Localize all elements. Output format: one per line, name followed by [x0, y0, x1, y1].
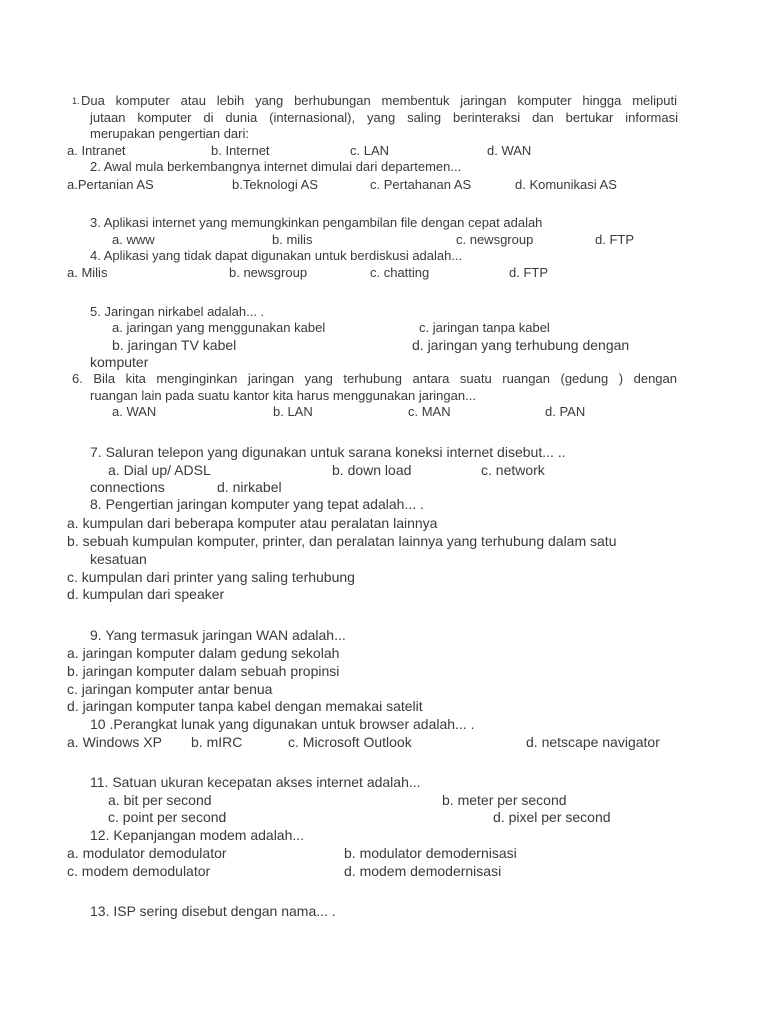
q4-question: 4. Aplikasi yang tidak dapat digunakan untuk berdiskusi adalah...	[90, 248, 463, 263]
q2-option-b: b.Teknologi AS	[232, 177, 319, 192]
q2-option-d: d. Komunikasi AS	[515, 177, 617, 192]
q1-line2: jutaan komputer di dunia (internasional), yang saling berinteraksi dan bertukar informasi	[90, 110, 678, 125]
q7-question: 7. Saluran telepon yang digunakan untuk sarana koneksi internet disebut... ..	[90, 444, 566, 460]
q11-option-d: d. pixel per second	[493, 809, 611, 825]
q11-question: 11. Satuan ukuran kecepatan akses internet adalah...	[90, 774, 421, 790]
q6-line1: 6. Bila kita menginginkan jaringan yang terhubung antara suatu ruangan (gedung ) dengan	[72, 371, 677, 386]
q6-line2: ruangan lain pada suatu kantor kita harus menggunakan jaringan...	[90, 388, 476, 403]
q9-option-b: b. jaringan komputer dalam sebuah propinsi	[67, 663, 340, 679]
q2-option-a: a.Pertanian AS	[67, 177, 154, 192]
q8-option-d: d. kumpulan dari speaker	[67, 586, 225, 602]
q5-question: 5. Jaringan nirkabel adalah... .	[90, 304, 265, 319]
q12-option-a: a. modulator demodulator	[67, 845, 227, 861]
q2-question: 2. Awal mula berkembangnya internet dimulai dari departemen...	[90, 159, 462, 174]
q7-option-a: a. Dial up/ ADSL	[108, 462, 211, 478]
q5-option-d: d. jaringan yang terhubung dengan	[412, 337, 630, 353]
q12-option-d: d. modem demodernisasi	[344, 863, 502, 879]
q4-option-a: a. Milis	[67, 265, 108, 280]
q12-option-c: c. modem demodulator	[67, 863, 211, 879]
q3-option-d: d. FTP	[595, 232, 635, 247]
q11-option-b: b. meter per second	[442, 792, 567, 808]
q5-option-c: c. jaringan tanpa kabel	[419, 320, 550, 335]
q11-option-c: c. point per second	[108, 809, 227, 825]
q3-option-b: b. milis	[272, 232, 313, 247]
q7-option-c: c. network	[481, 462, 545, 478]
q8-option-c: c. kumpulan dari printer yang saling terhubung	[67, 569, 355, 585]
q9-option-d: d. jaringan komputer tanpa kabel dengan memakai satelit	[67, 698, 423, 714]
q8-option-a: a. kumpulan dari beberapa komputer atau peralatan lainnya	[67, 515, 438, 531]
q7-option-d: d. nirkabel	[217, 479, 282, 495]
q10-option-c: c. Microsoft Outlook	[288, 734, 412, 750]
q5-option-d-continuation: komputer	[90, 354, 149, 370]
q12-option-b: b. modulator demodernisasi	[344, 845, 517, 861]
q10-question: 10 .Perangkat lunak yang digunakan untuk browser adalah... .	[90, 716, 475, 732]
q1-line3: merupakan pengertian dari:	[90, 126, 249, 141]
q3-option-a: a. www	[112, 232, 155, 247]
q3-option-c: c. newsgroup	[456, 232, 534, 247]
q6-option-b: b. LAN	[273, 404, 313, 419]
q12-question: 12. Kepanjangan modem adalah...	[90, 827, 305, 843]
q13-question: 13. ISP sering disebut dengan nama... .	[90, 903, 336, 919]
q8-option-b-continuation: kesatuan	[90, 551, 147, 567]
q9-option-a: a. jaringan komputer dalam gedung sekolah	[67, 645, 340, 661]
q9-question: 9. Yang termasuk jaringan WAN adalah...	[90, 627, 346, 643]
q1-option-d: d. WAN	[487, 143, 532, 158]
q3-question: 3. Aplikasi internet yang memungkinkan pengambilan file dengan cepat adalah	[90, 215, 543, 230]
q9-option-c: c. jaringan komputer antar benua	[67, 681, 273, 697]
q10-option-b: b. mIRC	[191, 734, 243, 750]
q2-option-c: c. Pertahanan AS	[370, 177, 472, 192]
q7-option-b: b. down load	[332, 462, 412, 478]
q8-question: 8. Pengertian jaringan komputer yang tepat adalah... .	[90, 496, 424, 512]
q4-option-c: c. chatting	[370, 265, 430, 280]
q11-option-a: a. bit per second	[108, 792, 212, 808]
q8-option-b: b. sebuah kumpulan komputer, printer, dan peralatan lainnya yang terhubung dalam satu	[67, 533, 617, 549]
q1-option-c: c. LAN	[350, 143, 390, 158]
q7-option-c-continuation: connections	[90, 479, 165, 495]
q4-option-d: d. FTP	[509, 265, 549, 280]
q6-option-c: c. MAN	[408, 404, 451, 419]
q6-option-a: a. WAN	[112, 404, 157, 419]
q10-option-a: a. Windows XP	[67, 734, 162, 750]
q1-option-a: a. Intranet	[67, 143, 126, 158]
q6-option-d: d. PAN	[545, 404, 586, 419]
q1-line1: Dua komputer atau lebih yang berhubungan membentuk jaringan komputer hingga meliputi	[81, 93, 677, 108]
q5-option-a: a. jaringan yang menggunakan kabel	[112, 320, 326, 335]
q10-option-d: d. netscape navigator	[526, 734, 660, 750]
q1-option-b: b. Internet	[211, 143, 270, 158]
q1-number: 1.	[72, 96, 80, 106]
q5-option-b: b. jaringan TV kabel	[112, 337, 237, 353]
q4-option-b: b. newsgroup	[229, 265, 308, 280]
